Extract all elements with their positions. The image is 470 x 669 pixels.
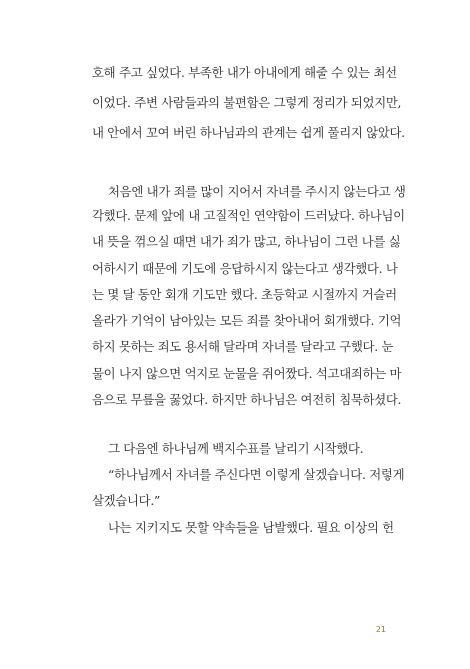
text-line: 처음엔 내가 죄를 많이 지어서 자녀를 주시지 않는다고 생 [108,184,406,199]
text-line: 어하시기 때문에 기도에 응답하시지 않는다고 생각했다. 나 [92,261,398,276]
text-line: 각했다. 문제 앞에 내 고질적인 연약함이 드러났다. 하나님이 [92,208,405,223]
text-line: 물이 나지 않으면 억지로 눈물을 쥐어짰다. 석고대죄하는 마 [92,366,402,381]
text-line: 하지 못하는 죄도 용서해 달라며 자녀를 달라고 구했다. 눈 [92,339,394,354]
text-line: 내 뜻을 꺾으실 때면 내가 죄가 많고, 하나님이 그런 나를 싫 [92,234,401,249]
text-line: 내 안에서 꼬여 버린 하나님과의 관계는 쉽게 풀리지 않았다. [92,125,405,140]
text-line: 음으로 무릎을 꿇었다. 하지만 하나님은 여전히 침묵하셨다. [92,392,402,407]
text-line: 호해 주고 싶었다. 부족한 내가 아내에게 해줄 수 있는 최선 [92,65,397,80]
text-line: 나는 지키지도 못할 약속들을 남발했다. 필요 이상의 헌 [108,520,394,535]
text-line: “하나님께서 자녀를 주신다면 이렇게 살겠습니다. 저렇게 [108,467,405,482]
page-number: 21 [375,625,386,634]
text-line: 살겠습니다.” [92,493,161,508]
text-line: 이었다. 주변 사람들과의 불편함은 그렇게 정리가 되었지만, [92,95,402,110]
text-line: 는 몇 달 동안 회개 기도만 했다. 초등학교 시절까지 거슬러 [92,287,397,302]
text-line: 그 다음엔 하나님께 백지수표를 날리기 시작했다. [108,441,364,456]
text-line: 올라가 기억이 남아있는 모든 죄를 찾아내어 회개했다. 기억 [92,313,402,328]
